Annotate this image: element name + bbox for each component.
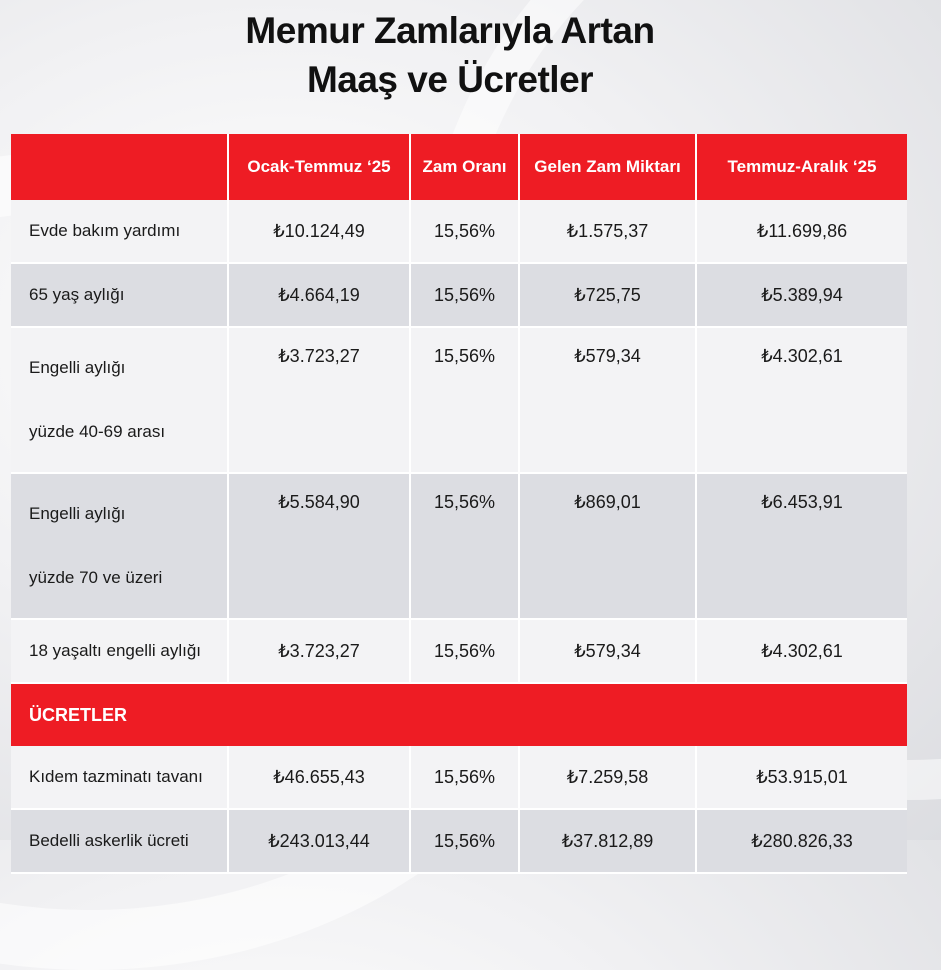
- cell-zam-orani: 15,56%: [410, 200, 519, 263]
- section-header-row: [11, 683, 907, 746]
- cell-zam-orani: 15,56%: [410, 809, 519, 873]
- cell-ocak-temmuz: ₺46.655,43: [228, 746, 410, 809]
- row-label: 65 yaş aylığı: [11, 263, 228, 327]
- cell-temmuz-aralik: ₺280.826,33: [696, 809, 907, 873]
- row-label: [11, 327, 228, 473]
- cell-zam-orani: 15,56%: [410, 473, 519, 619]
- cell-temmuz-aralik: ₺11.699,86: [696, 200, 907, 263]
- cell-gelen-zam: ₺725,75: [519, 263, 696, 327]
- cell-gelen-zam: ₺1.575,37: [519, 200, 696, 263]
- row-label: Bedelli askerlik ücreti: [11, 809, 228, 873]
- table-row: [11, 200, 907, 263]
- row-label-line-1: Engelli aylığı: [29, 504, 126, 523]
- cell-ocak-temmuz: ₺5.584,90: [228, 473, 410, 619]
- header-ocak-temmuz: Ocak-Temmuz ‘25: [228, 134, 410, 200]
- cell-gelen-zam: ₺37.812,89: [519, 809, 696, 873]
- cell-gelen-zam: ₺869,01: [519, 473, 696, 619]
- cell-ocak-temmuz: ₺243.013,44: [228, 809, 410, 873]
- cell-gelen-zam: ₺579,34: [519, 327, 696, 473]
- cell-temmuz-aralik: ₺4.302,61: [696, 619, 907, 683]
- cell-zam-orani: 15,56%: [410, 619, 519, 683]
- header-cell-empty: [11, 134, 228, 200]
- salary-table: [11, 134, 907, 874]
- title-line-1: Memur Zamlarıyla Artan: [245, 10, 655, 51]
- cell-zam-orani: 15,56%: [410, 746, 519, 809]
- table-row: [11, 619, 907, 683]
- header-zam-orani: Zam Oranı: [410, 134, 519, 200]
- table-row: [11, 327, 907, 473]
- table-row: [11, 473, 907, 619]
- table-row: [11, 809, 907, 873]
- table-row: [11, 746, 907, 809]
- cell-gelen-zam: ₺579,34: [519, 619, 696, 683]
- page-title: [0, 6, 900, 104]
- cell-temmuz-aralik: ₺5.389,94: [696, 263, 907, 327]
- header-temmuz-aralik: Temmuz-Aralık ‘25: [696, 134, 907, 200]
- row-label-line-1: Engelli aylığı: [29, 358, 126, 377]
- cell-temmuz-aralik: ₺53.915,01: [696, 746, 907, 809]
- cell-ocak-temmuz: ₺3.723,27: [228, 327, 410, 473]
- row-label: 18 yaşaltı engelli aylığı: [11, 619, 228, 683]
- cell-temmuz-aralik: ₺4.302,61: [696, 327, 907, 473]
- cell-zam-orani: 15,56%: [410, 263, 519, 327]
- row-label-line-2: yüzde 40-69 arası: [29, 422, 166, 441]
- cell-gelen-zam: ₺7.259,58: [519, 746, 696, 809]
- cell-ocak-temmuz: ₺10.124,49: [228, 200, 410, 263]
- title-line-2: Maaş ve Ücretler: [306, 59, 594, 100]
- section-label: ÜCRETLER: [11, 683, 907, 746]
- row-label: Evde bakım yardımı: [11, 200, 228, 263]
- table-header-row: [11, 134, 907, 200]
- table-row: [11, 263, 907, 327]
- row-label-line-2: yüzde 70 ve üzeri: [29, 568, 163, 587]
- cell-temmuz-aralik: ₺6.453,91: [696, 473, 907, 619]
- cell-ocak-temmuz: ₺3.723,27: [228, 619, 410, 683]
- row-label: [11, 473, 228, 619]
- header-gelen-zam: Gelen Zam Miktarı: [519, 134, 696, 200]
- cell-zam-orani: 15,56%: [410, 327, 519, 473]
- row-label: Kıdem tazminatı tavanı: [11, 746, 228, 809]
- cell-ocak-temmuz: ₺4.664,19: [228, 263, 410, 327]
